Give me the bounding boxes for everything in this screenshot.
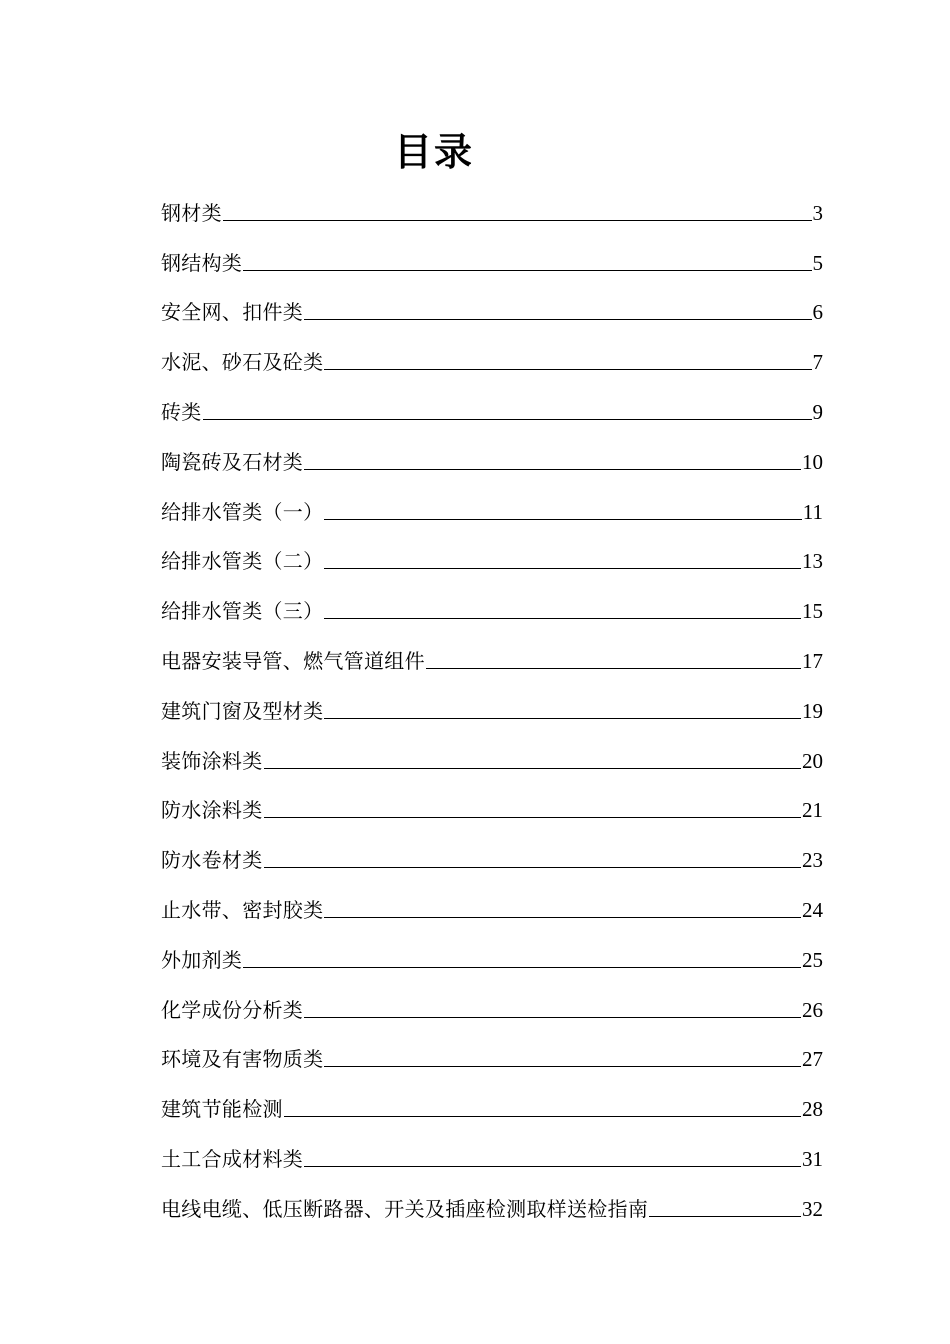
toc-entry-label: 水泥、砂石及砼类 (161, 350, 324, 375)
toc-leader-line (264, 767, 802, 769)
toc-leader-line (264, 816, 802, 818)
toc-entry-page: 23 (802, 848, 823, 873)
toc-entry-label: 环境及有害物质类 (161, 1047, 324, 1072)
toc-entry[interactable] (161, 327, 823, 377)
toc-entry[interactable] (161, 726, 823, 776)
toc-entry[interactable] (161, 975, 823, 1025)
toc-leader-line (304, 468, 801, 470)
toc-entry-label: 建筑节能检测 (161, 1097, 283, 1122)
toc-leader-line (324, 717, 801, 719)
toc-entry[interactable] (161, 1025, 823, 1075)
toc-leader-line (203, 418, 812, 420)
toc-entry[interactable] (161, 377, 823, 427)
toc-leader-line (324, 567, 801, 569)
toc-entry[interactable] (161, 875, 823, 925)
toc-entry-page: 27 (802, 1047, 823, 1072)
toc-entry-page: 7 (812, 350, 823, 375)
toc-leader-line (324, 617, 801, 619)
toc-entry-page: 11 (802, 499, 823, 524)
toc-entry[interactable] (161, 178, 823, 228)
toc-leader-line (223, 219, 812, 221)
toc-entry-page: 32 (802, 1196, 823, 1221)
toc-leader-line (284, 1115, 801, 1117)
table-of-contents (161, 178, 823, 1224)
toc-leader-line (324, 518, 801, 520)
toc-entry[interactable] (161, 626, 823, 676)
toc-leader-line (426, 667, 801, 669)
toc-leader-line (324, 368, 811, 370)
toc-entry-page: 31 (802, 1146, 823, 1171)
toc-entry-page: 24 (802, 897, 823, 922)
toc-entry-label: 防水卷材类 (161, 848, 263, 873)
toc-entry[interactable] (161, 776, 823, 826)
toc-entry-page: 28 (802, 1097, 823, 1122)
toc-entry-label: 给排水管类（二） (161, 549, 324, 574)
toc-entry-label: 安全网、扣件类 (161, 300, 304, 325)
toc-leader-line (304, 1016, 801, 1018)
toc-entry[interactable] (161, 527, 823, 577)
toc-leader-line (304, 318, 811, 320)
toc-entry-page: 6 (812, 300, 823, 325)
toc-entry-page: 25 (802, 947, 823, 972)
toc-entry-page: 20 (802, 748, 823, 773)
toc-entry[interactable] (161, 427, 823, 477)
toc-entry[interactable] (161, 1174, 823, 1224)
toc-entry[interactable] (161, 676, 823, 726)
toc-entry-label: 装饰涂料类 (161, 748, 263, 773)
toc-entry-label: 砖类 (161, 399, 202, 424)
toc-leader-line (264, 866, 802, 868)
toc-entry-label: 陶瓷砖及石材类 (161, 449, 304, 474)
toc-leader-line (243, 966, 801, 968)
toc-entry-page: 9 (812, 399, 823, 424)
toc-entry-page: 21 (802, 798, 823, 823)
toc-entry-page: 19 (802, 698, 823, 723)
toc-entry-page: 5 (812, 250, 823, 275)
toc-entry-page: 26 (802, 997, 823, 1022)
toc-entry[interactable] (161, 1074, 823, 1124)
toc-entry-page: 3 (812, 200, 823, 225)
toc-leader-line (304, 1165, 801, 1167)
toc-entry[interactable] (161, 825, 823, 875)
toc-entry-label: 钢材类 (161, 200, 222, 225)
toc-entry-page: 13 (802, 549, 823, 574)
toc-entry-label: 止水带、密封胶类 (161, 897, 324, 922)
toc-leader-line (243, 269, 811, 271)
toc-entry-label: 防水涂料类 (161, 798, 263, 823)
toc-entry[interactable] (161, 925, 823, 975)
page-title: 目录 (393, 129, 474, 174)
toc-entry-page: 10 (802, 449, 823, 474)
toc-entry-page: 15 (802, 599, 823, 624)
toc-entry-label: 建筑门窗及型材类 (161, 698, 324, 723)
toc-entry-label: 电线电缆、低压断路器、开关及插座检测取样送检指南 (161, 1196, 649, 1221)
toc-leader-line (324, 916, 801, 918)
toc-entry[interactable] (161, 228, 823, 278)
toc-entry-label: 给排水管类（三） (161, 599, 324, 624)
toc-entry-label: 电器安装导管、燃气管道组件 (161, 648, 425, 673)
toc-entry-label: 外加剂类 (161, 947, 243, 972)
toc-entry-label: 化学成份分析类 (161, 997, 304, 1022)
toc-entry-label: 钢结构类 (161, 250, 243, 275)
toc-entry[interactable] (161, 278, 823, 328)
toc-entry-page: 17 (802, 648, 823, 673)
toc-entry-label: 给排水管类（一） (161, 499, 324, 524)
toc-entry[interactable] (161, 1124, 823, 1174)
toc-entry[interactable] (161, 576, 823, 626)
toc-entry[interactable] (161, 477, 823, 527)
toc-leader-line (324, 1065, 801, 1067)
toc-leader-line (649, 1215, 801, 1217)
toc-entry-label: 土工合成材料类 (161, 1146, 304, 1171)
